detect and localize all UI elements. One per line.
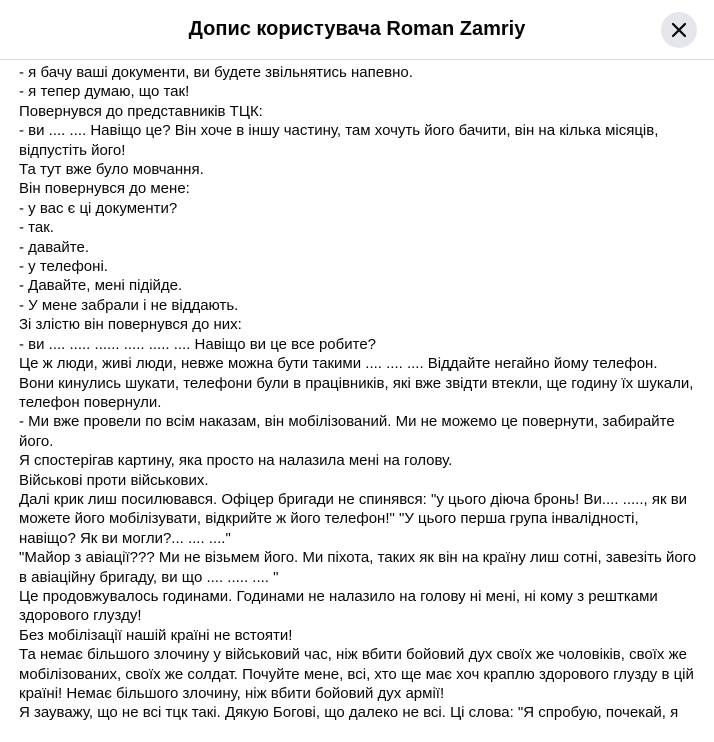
- post-line: - давайте.: [19, 238, 89, 256]
- post-line: Він повернувся до мене:: [19, 180, 190, 198]
- post-line: Я зауважу, що не всі тцк такі. Дякую Богові, що далеко не всі. Ці слова: "Я спробую, почекай, я: [19, 704, 679, 722]
- post-line: - Давайте, мені підійде.: [19, 277, 183, 295]
- post-line: Вони кинулись шукати, телефони були в працівників, які вже звідти втекли, ще годину їх шукали, телефон повернули.: [19, 374, 694, 411]
- post-line: - у вас є ці документи?: [19, 199, 178, 217]
- close-button[interactable]: [661, 12, 697, 48]
- post-line: - Ми вже провели по всім наказам, він мобілізований. Ми не можемо це повернути, забирайте його.: [19, 413, 675, 450]
- post-line: Я спостерігав картину, яка просто на налазила мені на голову.: [19, 452, 453, 470]
- post-body: [0, 61, 714, 723]
- post-line: - У мене забрали і не віддають.: [19, 296, 239, 314]
- post-line: Без мобілізації нашій країні не встояти!: [19, 626, 293, 644]
- dialog-title: Допис користувача Roman Zamriy: [188, 18, 526, 40]
- post-line: Це ж люди, живі люди, невже можна бути такими .... .... .... Віддайте негайно йому телефон.: [19, 355, 658, 373]
- post-line: "Майор з авіації??? Ми не візьмем його. Ми піхота, таких як він на країну лиш сотні, завезіть його в авіаційну бригаду, ви що .... ..... .... ": [19, 549, 697, 586]
- dialog-header: [0, 0, 714, 60]
- close-icon: [671, 22, 687, 38]
- post-line: Зі злістю він повернувся до них:: [19, 316, 242, 334]
- post-line: Та немає більшого злочину у військовий час, ніж вбити бойовий дух своїх же чоловіків, своїх же мобілізованих, своїх же солдат. Почуйте мене, всі, хто ще має хоч краплю здорового глузду в цій країні! Немає більшого злочину, ніж вбити бойовий дух армії!: [19, 646, 694, 702]
- post-line: - у телефоні.: [19, 258, 108, 276]
- post-line: - я тепер думаю, що так!: [19, 83, 190, 101]
- post-line: - ви .... .... Навіщо це? Він хоче в іншу частину, там хочуть його бачити, він на кілька місяців, відпустіть його!: [19, 122, 659, 159]
- post-line: Далі крик лиш посилювався. Офіцер бригади не спинявся: "у цього діюча бронь! Ви.... ....., як ви можете його мобілізувати, відкрийте ж його телефон!" "У цього перша група інвалідності, навіщо? Як ви могли?... .... ....": [19, 490, 688, 547]
- post-content[interactable]: [0, 61, 714, 742]
- post-line: - так.: [19, 219, 54, 237]
- post-line: Та тут вже було мовчання.: [19, 161, 204, 179]
- post-line: Військові проти військових.: [19, 471, 209, 489]
- post-line: Це продовжувалось годинами. Годинами не налазило на голову ні мені, ні кому з рештками здорового глузду!: [19, 587, 658, 625]
- post-line: Повернувся до представників ТЦК:: [19, 102, 263, 120]
- post-line: - ви .... ..... ...... ..... ..... .... Навіщо ви це все робите?: [19, 335, 376, 353]
- scrollbar[interactable]: [708, 61, 714, 742]
- post-line: - я бачу ваші документи, ви будете звільнятись напевно.: [19, 64, 413, 81]
